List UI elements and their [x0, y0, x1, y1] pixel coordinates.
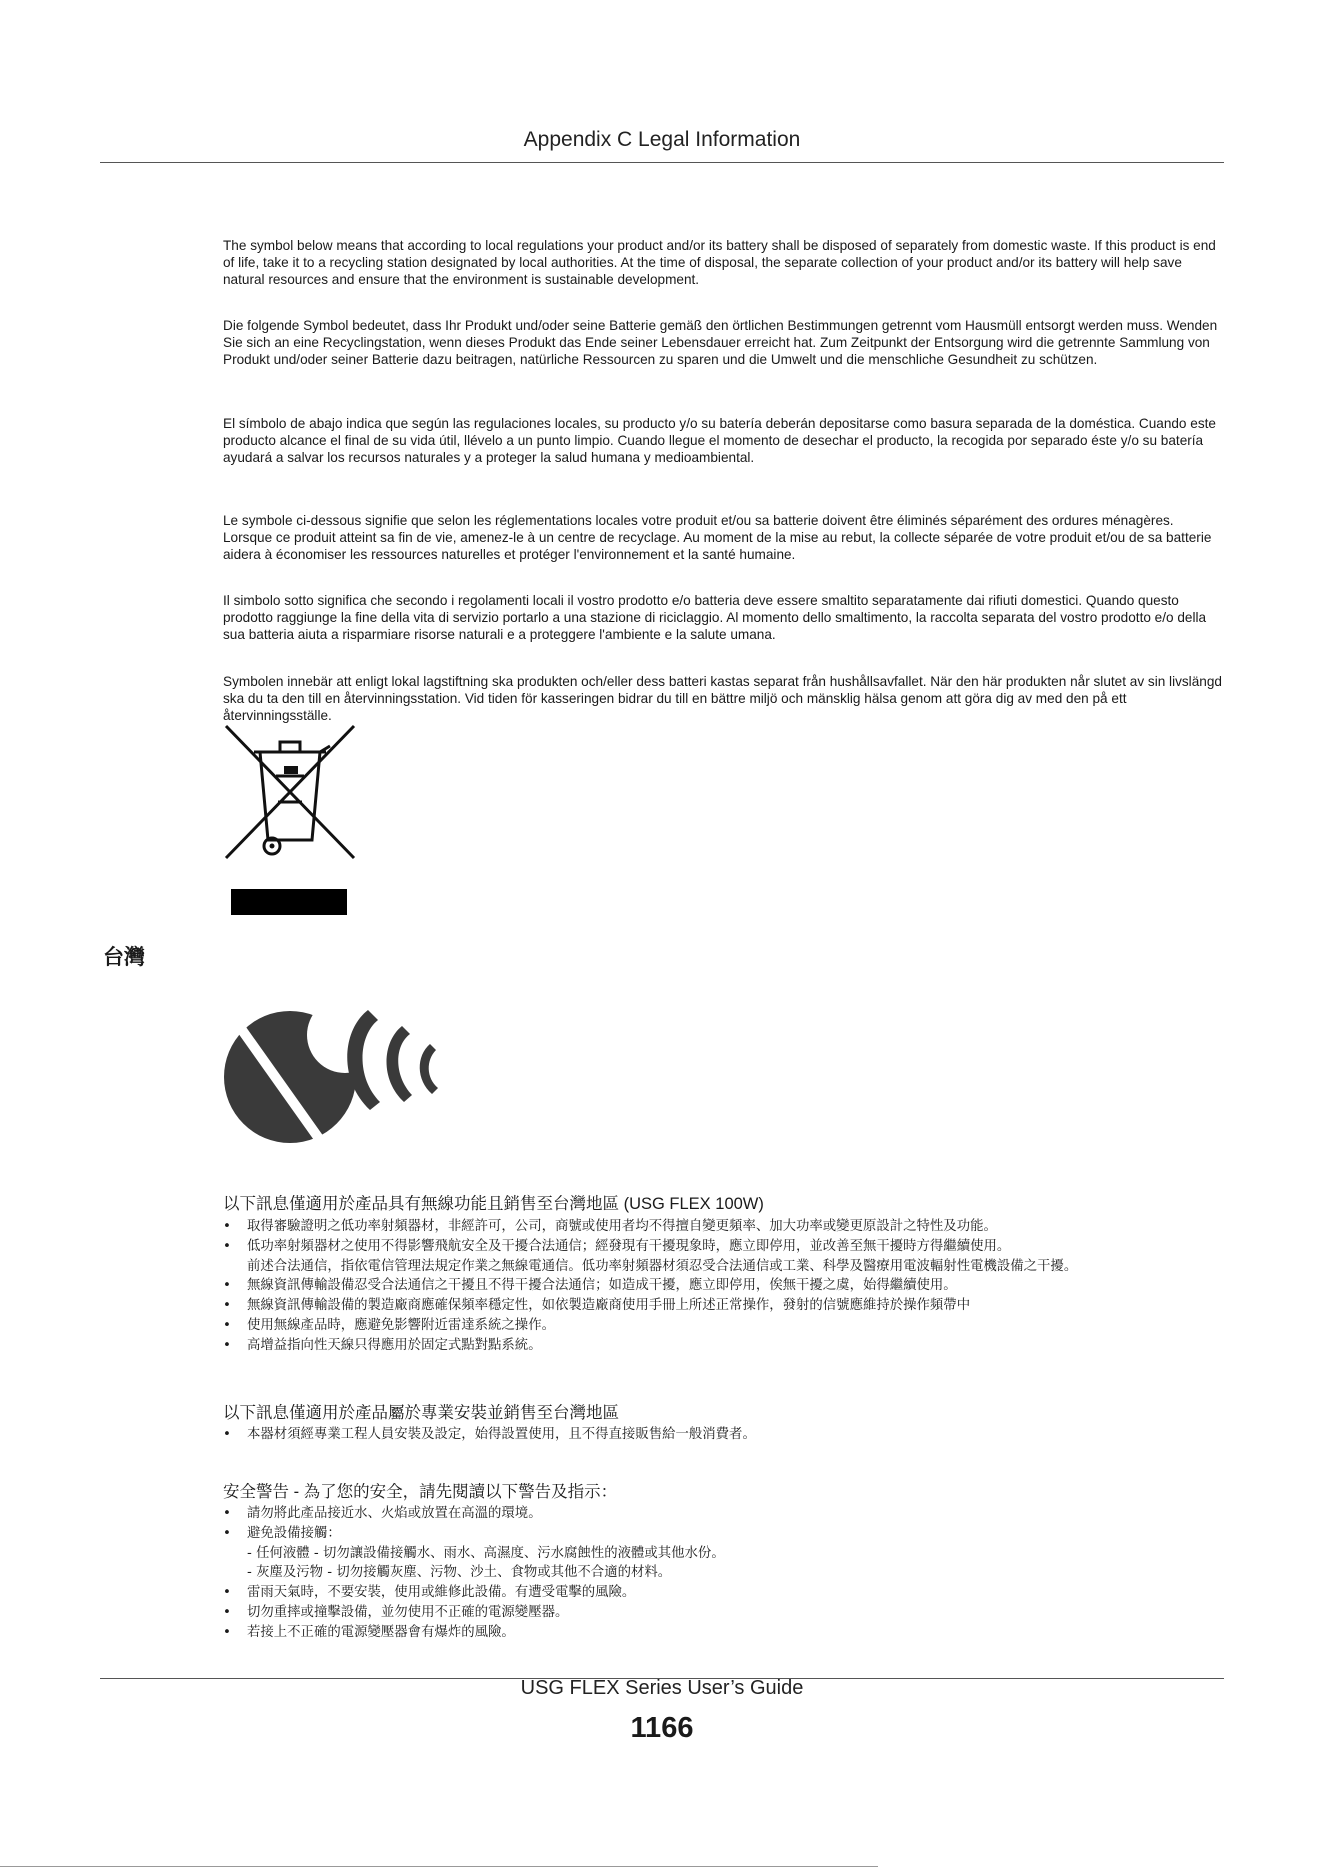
- bullet: •: [223, 1585, 231, 1601]
- bullet: •: [223, 1337, 231, 1353]
- ncc-logo-icon: [220, 990, 450, 1160]
- list-item: [223, 1603, 1233, 1623]
- taiwan-wireless-list: [223, 1217, 1233, 1356]
- bullet: •: [223, 1298, 231, 1314]
- list-item: [223, 1524, 1233, 1544]
- list-item-text: 請勿將此產品接近水、火焰或放置在高溫的環境。: [247, 1506, 542, 1521]
- list-item: [223, 1504, 1233, 1524]
- page-header-title: Appendix C Legal Information: [523, 128, 801, 151]
- list-item-text: 雷雨天氣時，不要安裝，使用或維修此設備。有遭受電擊的風險。: [247, 1585, 636, 1601]
- list-item-text: 使用無線產品時，應避免影響附近雷達系統之操作。: [247, 1317, 555, 1333]
- list-item-text: - 灰塵及污物 - 切勿接觸灰塵、污物、沙土、食物或其他不合適的材料。: [247, 1565, 672, 1581]
- footer-guide-title: USG FLEX Series User’s Guide: [520, 1677, 804, 1699]
- bullet: •: [223, 1238, 231, 1254]
- taiwan-professional-install-title: 以下訊息僅適用於產品屬於專業安裝並銷售至台灣地區: [223, 1404, 619, 1422]
- page-edge-line: [0, 1866, 878, 1867]
- taiwan-safety-warning-title: 安全警告 - 為了您的安全，請先閱讀以下警告及指示：: [223, 1483, 618, 1501]
- weee-paragraph-swedish: Symbolen innebär att enligt lokal lagstiftning ska produkten och/eller dess batteri kastas separat från hushållsavfallet. När den här produkten når slutet av sin livslängd ska du ta den till en återvinningsstation. Vid tiden för kasseringen bidrar du till en bättre miljö och mänsklig hälsa genom att göra dig av med den på ett återvinningsställe.: [223, 674, 1222, 724]
- list-item-text: 本器材須經專業工程人員安裝及設定，始得設置使用，且不得直接販售給一般消費者。: [247, 1427, 756, 1442]
- list-item-text: - 任何液體 - 切勿讓設備接觸水、雨水、高濕度、污水腐蝕性的液體或其他水份。: [247, 1545, 725, 1561]
- bullet: •: [223, 1506, 231, 1521]
- bullet: •: [223, 1219, 231, 1234]
- bullet: •: [223, 1604, 231, 1620]
- list-item: [223, 1276, 1233, 1296]
- list-item-text: 高增益指向性天線只得應用於固定式點對點系統。: [247, 1337, 542, 1353]
- weee-paragraph-french: Le symbole ci-dessous signifie que selon les réglementations locales votre produit et/ou sa batterie doivent être éliminés séparément des ordures ménagères. Lorsque ce produit atteint sa fin de vie, amenez-le à un centre de recyclage. Au moment de la mise au rebut, la collecte séparée de votre produit et/ou de sa batterie aidera à économiser les ressources naturelles et protéger l'environnement et la santé humaine.: [223, 513, 1212, 563]
- taiwan-wireless-title: 以下訊息僅適用於產品具有無線功能且銷售至台灣地區 (USG FLEX 100W): [223, 1195, 764, 1213]
- crossed-out-wheelie-bin-icon: [220, 722, 360, 862]
- taiwan-professional-install-list: [223, 1425, 1233, 1445]
- list-item-sub: [223, 1544, 1233, 1564]
- list-item-text: 避免設備接觸：: [247, 1525, 341, 1541]
- list-item-text: 低功率射頻器材之使用不得影響飛航安全及干擾合法通信；經發現有干擾現象時，應立即停用，並改善至無干擾時方得繼續使用。: [247, 1238, 1011, 1254]
- weee-paragraph-italian: Il simbolo sotto significa che secondo i regolamenti locali il vostro prodotto e/o batteria deve essere smaltito separatamente dai rifiuti domestici. Quando questo prodotto raggiunge la fine della vita di servizio portarlo a una stazione di riciclaggio. Al momento dello smaltimento, la raccolta separata del vostro prodotto e/o della sua batteria aiuta a risparmiare risorse naturali e a proteggere l'ambiente e la salute umana.: [223, 593, 1207, 643]
- list-item: [223, 1316, 1233, 1336]
- list-item: [223, 1425, 1233, 1445]
- list-item: [223, 1623, 1233, 1643]
- list-item-text: 無線資訊傳輸設備的製造廠商應確保頻率穩定性，如依製造廠商使用手冊上所述正常操作，發射的信號應維持於操作頻帶中: [247, 1298, 971, 1314]
- section-title-taiwan: 台灣: [103, 945, 145, 969]
- list-item-text: 取得審驗證明之低功率射頻器材，非經許可，公司，商號或使用者均不得擅自變更頻率、加大功率或變更原設計之特性及功能。: [247, 1219, 997, 1234]
- list-item-text: 若接上不正確的電源變壓器會有爆炸的風險。: [247, 1624, 515, 1640]
- weee-paragraph-english: The symbol below means that according to local regulations your product and/or its battery shall be disposed of separately from domestic waste. If this product is end of life, take it to a recycling station designated by local authorities. At the time of disposal, the separate collection of your product and/or its battery will help save natural resources and ensure that the environment is sustainable development.: [223, 238, 1216, 288]
- list-item-text: 切勿重摔或撞擊設備，並勿使用不正確的電源變壓器。: [247, 1604, 569, 1620]
- weee-paragraph-german: Die folgende Symbol bedeutet, dass Ihr Produkt und/oder seine Batterie gemäß den örtlichen Bestimmungen getrennt vom Hausmüll entsorgt werden muss. Wenden Sie sich an eine Recyclingstation, wenn dieses Produkt das Ende seiner Lebensdauer erreicht hat. Zum Zeitpunkt der Entsorgung wird die getrennte Sammlung von Produkt und/oder seiner Batterie dazu beitragen, natürliche Ressourcen zu sparen und die Umwelt und die menschliche Gesundheit zu schützen.: [223, 318, 1218, 368]
- bullet: •: [223, 1317, 231, 1333]
- bullet: •: [223, 1525, 231, 1541]
- list-item: [223, 1237, 1233, 1257]
- header-divider: [100, 162, 1224, 163]
- list-item-continuation: [223, 1257, 1233, 1277]
- list-item: [223, 1296, 1233, 1316]
- list-item: [223, 1336, 1233, 1356]
- bullet: •: [223, 1278, 231, 1294]
- weee-paragraph-spanish: El símbolo de abajo indica que según las regulaciones locales, su producto y/o su batería deberán depositarse como basura separada de la doméstica. Cuando este producto alcance el final de su vida útil, llévelo a un punto limpio. Cuando llegue el momento de desechar el producto, la recogida por separado éste y/o su batería ayudará a salvar los recursos naturales y a proteger la salud humana y medioambiental.: [223, 416, 1216, 466]
- list-item: [223, 1583, 1233, 1603]
- list-item: [223, 1217, 1233, 1237]
- list-item-text: 前述合法通信，指依電信管理法規定作業之無線電通信。低功率射頻器材須忍受合法通信或工業、科學及醫療用電波輻射性電機設備之干擾。: [247, 1258, 1078, 1274]
- taiwan-safety-warning-list: [223, 1504, 1233, 1643]
- weee-black-bar: [231, 889, 347, 915]
- page-number: 1166: [630, 1712, 694, 1744]
- bullet: •: [223, 1624, 231, 1640]
- list-item-text: 無線資訊傳輸設備忍受合法通信之干擾且不得干擾合法通信；如造成干擾，應立即停用，俟無干擾之虞，始得繼續使用。: [247, 1278, 957, 1294]
- bullet: •: [223, 1427, 231, 1442]
- list-item-sub: [223, 1563, 1233, 1583]
